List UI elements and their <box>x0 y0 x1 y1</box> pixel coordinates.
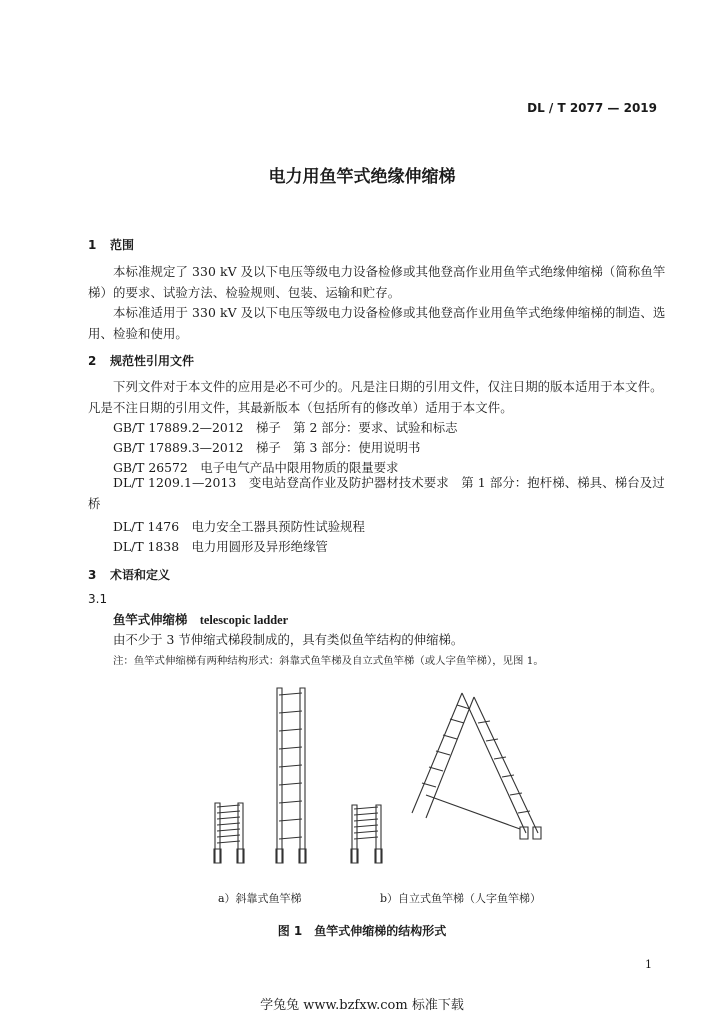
figure-caption-b: b）自立式鱼竿梯（人字鱼竿梯） <box>380 892 542 905</box>
subsection-number: 3.1 <box>88 592 108 606</box>
term-note: 注：鱼竿式伸缩梯有两种结构形式：斜靠式鱼竿梯及自立式鱼竿梯（或人字鱼竿梯），见图 1。 <box>113 655 544 667</box>
reference-code: DL/T 1209.1—2013 <box>113 475 237 490</box>
reference-item <box>113 418 458 436</box>
term-definition: 由不少于 3 节伸缩式梯段制成的，具有类似鱼竿结构的伸缩梯。 <box>113 632 464 647</box>
figure-caption: 图 1 鱼竿式伸缩梯的结构形式 <box>277 924 447 938</box>
collapsed-ladder-illustration <box>214 803 244 863</box>
reference-code: GB/T 17889.3—2012 <box>113 440 244 455</box>
section-number: 3 <box>88 568 97 582</box>
section-2-heading <box>88 352 194 369</box>
term-english: telescopic ladder <box>199 613 289 627</box>
reference-code: GB/T 17889.2—2012 <box>113 420 244 435</box>
section-number: 2 <box>88 354 97 368</box>
reference-code: DL/T 1838 <box>113 539 180 554</box>
standard-code: DL / T 2077 — 2019 <box>527 101 657 115</box>
reference-item <box>113 438 420 456</box>
term-chinese: 鱼竿式伸缩梯 <box>113 612 188 627</box>
reference-code: GB/T 26572 <box>113 460 188 475</box>
reference-title: 电子电气产品中限用物质的限量要求 <box>200 460 399 475</box>
reference-title: 梯子 第 3 部分：使用说明书 <box>255 440 421 455</box>
document-title: 电力用鱼竿式绝缘伸缩梯 <box>268 167 456 187</box>
ladder-figure <box>200 683 560 878</box>
reference-code: DL/T 1476 <box>113 519 180 534</box>
reference-title: 变电站登高作业及防护器材技术要求 第 1 部分：抱杆梯、梯具、梯台及过桥 <box>88 475 665 511</box>
reference-title: 梯子 第 2 部分：要求、试验和标志 <box>255 420 458 435</box>
references-intro: 下列文件对于本文件的应用是必不可少的。凡是注日期的引用文件，仅注日期的版本适用于本文件。凡是不注日期的引用文件，其最新版本（包括所有的修改单）适用于本文件。 <box>88 379 663 415</box>
reference-title: 电力用圆形及异形绝缘管 <box>191 539 328 554</box>
section-1-heading <box>88 236 134 253</box>
scope-paragraph-1: 本标准规定了 330 kV 及以下电压等级电力设备检修或其他登高作业用鱼竿式绝缘伸缩梯（简称鱼竿梯）的要求、试验方法、检验规则、包装、运输和贮存。 <box>88 264 666 300</box>
reference-item <box>113 537 328 555</box>
section-title: 范围 <box>110 238 135 252</box>
extended-ladder-illustration <box>276 688 306 863</box>
reference-item <box>113 517 365 535</box>
section-title: 术语和定义 <box>110 568 171 582</box>
a-frame-ladder-illustration <box>412 693 541 839</box>
section-title: 规范性引用文件 <box>110 354 195 368</box>
term-entry <box>113 610 288 628</box>
section-3-heading <box>88 566 170 583</box>
reference-title: 电力安全工器具预防性试验规程 <box>191 519 365 534</box>
reference-item <box>88 473 668 514</box>
footer-watermark: 学兔兔 www.bzfxw.com 标准下载 <box>260 998 464 1013</box>
section-number: 1 <box>88 238 97 252</box>
figure-caption-a: a）斜靠式鱼竿梯 <box>218 892 302 905</box>
scope-paragraph-2: 本标准适用于 330 kV 及以下电压等级电力设备检修或其他登高作业用鱼竿式绝缘伸缩梯的制造、选用、检验和使用。 <box>88 305 666 341</box>
collapsed-a-frame-illustration <box>351 805 382 863</box>
page-number: 1 <box>645 958 652 971</box>
